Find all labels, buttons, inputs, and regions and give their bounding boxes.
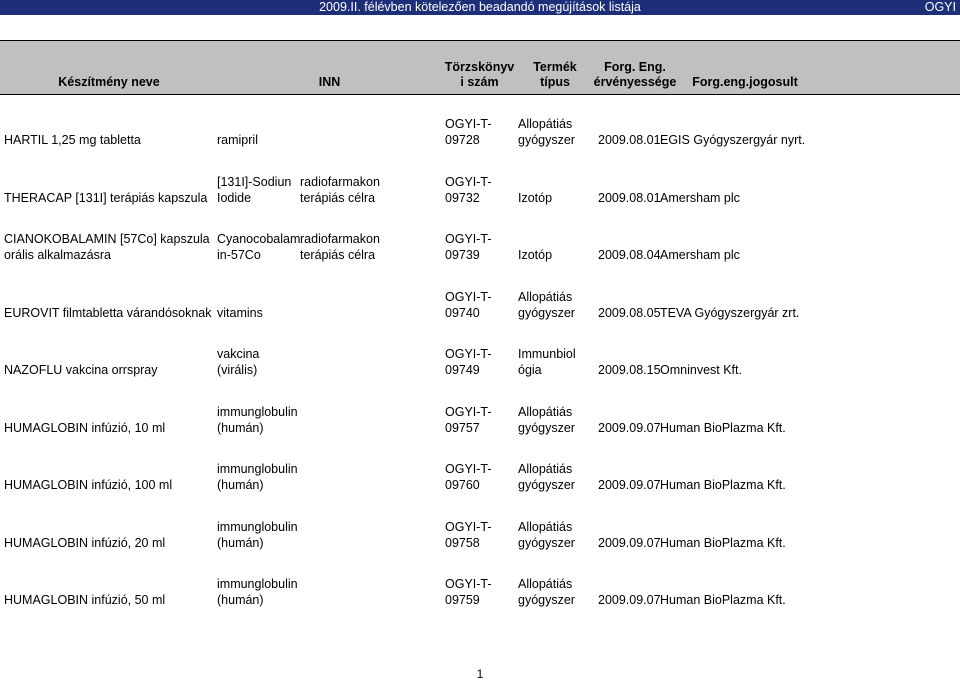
cell-line <box>300 420 438 436</box>
cell-line: 09732 <box>445 190 480 205</box>
cell-inn <box>217 346 297 378</box>
cell-name <box>4 346 214 378</box>
cell-line: gyógyszer <box>518 133 575 147</box>
cell-holder: Amersham plc <box>660 248 740 262</box>
cell-date: 2009.08.01 <box>598 133 661 147</box>
cell-line <box>300 519 438 535</box>
cell-line: HUMAGLOBIN infúzió, 20 ml <box>4 535 166 550</box>
cell-line: Iodide <box>217 190 252 205</box>
cell-line: Izotóp <box>518 248 553 262</box>
cell-type <box>518 174 593 206</box>
cell-line: 09749 <box>445 363 480 377</box>
cell-line <box>300 362 438 378</box>
title-bar <box>0 0 960 15</box>
cell-date: 2009.08.15 <box>598 363 661 377</box>
cell-line: Allopátiás <box>518 577 573 591</box>
table-row <box>0 383 960 440</box>
cell-inn <box>217 404 297 436</box>
cell-type <box>518 519 593 551</box>
cell-line: vakcina <box>217 347 260 361</box>
cell-line: OGYI-T- <box>445 347 492 361</box>
cell-line: gyógyszer <box>518 593 575 607</box>
cell-line: Allopátiás <box>518 289 573 304</box>
cell-line: HARTIL 1,25 mg tabletta <box>4 133 141 147</box>
cell-line: Allopátiás <box>518 404 573 419</box>
cell-line <box>4 174 214 190</box>
cell-line: [131I]-Sodiun <box>217 174 292 189</box>
cell-line: immunglobulin <box>217 404 298 419</box>
cell-reg <box>445 461 515 493</box>
cell-line: 09728 <box>445 133 480 147</box>
cell-reg <box>445 231 515 263</box>
cell-line <box>217 289 297 305</box>
table-row <box>0 440 960 497</box>
cell-line: OGYI-T- <box>445 462 492 476</box>
cell-line <box>300 592 438 608</box>
cell-line: (humán) <box>217 593 264 607</box>
cell-line: Cyanocobalam <box>217 232 301 246</box>
cell-holder: Amersham plc <box>660 190 740 205</box>
cell-line: terápiás célra <box>300 248 376 262</box>
header-inn: INN <box>318 75 341 89</box>
header-name: Készítmény neve <box>58 75 160 89</box>
cell-line: OGYI-T- <box>445 519 492 534</box>
cell-name <box>4 231 214 263</box>
cell-line <box>300 576 438 592</box>
cell-name <box>4 519 214 551</box>
cell-reg <box>445 519 515 551</box>
cell-inn <box>217 231 301 263</box>
cell-line <box>300 477 438 493</box>
cell-line: orális alkalmazásra <box>4 248 111 262</box>
cell-cls <box>300 116 438 148</box>
header-reg-2: i szám <box>460 75 499 89</box>
cell-line: 09760 <box>445 478 480 492</box>
cell-cls <box>300 576 438 608</box>
cell-holder: TEVA Gyógyszergyár zrt. <box>660 305 800 320</box>
cell-reg <box>445 576 515 608</box>
cell-line: gyógyszer <box>518 535 575 550</box>
cell-line <box>300 346 438 362</box>
cell-date: 2009.09.07 <box>598 478 661 492</box>
cell-cls <box>300 289 438 321</box>
cell-line: Immunbiol <box>518 347 576 361</box>
cell-line <box>4 289 214 305</box>
cell-inn <box>217 289 297 321</box>
cell-line <box>300 116 438 132</box>
cell-cls <box>300 519 438 551</box>
cell-line: 09757 <box>445 420 480 435</box>
header-reg-1: Törzskönyv <box>444 60 515 74</box>
cell-line: (virális) <box>217 363 258 377</box>
cell-line: 09739 <box>445 248 480 262</box>
cell-line: (humán) <box>217 535 264 550</box>
table-header <box>0 40 960 95</box>
cell-line: gyógyszer <box>518 478 575 492</box>
cell-name <box>4 116 214 148</box>
cell-name <box>4 576 214 608</box>
table-row <box>0 498 960 555</box>
cell-holder: Human BioPlazma Kft. <box>660 420 786 435</box>
cell-type <box>518 404 593 436</box>
cell-line: HUMAGLOBIN infúzió, 100 ml <box>4 478 173 492</box>
cell-line <box>217 116 297 132</box>
cell-line <box>300 404 438 420</box>
cell-type <box>518 231 593 263</box>
cell-line: HUMAGLOBIN infúzió, 50 ml <box>4 593 166 607</box>
cell-line <box>300 289 438 305</box>
header-type-2: típus <box>540 75 570 89</box>
cell-line: immunglobulin <box>217 462 298 476</box>
cell-name <box>4 461 214 493</box>
cell-line: OGYI-T- <box>445 117 492 131</box>
cell-line: 09759 <box>445 593 480 607</box>
cell-line: gyógyszer <box>518 420 575 435</box>
cell-line: vitamins <box>217 305 263 320</box>
cell-line: Allopátiás <box>518 117 573 131</box>
cell-holder: Human BioPlazma Kft. <box>660 535 786 550</box>
cell-line: radiofarmakon <box>300 232 380 246</box>
cell-cls <box>300 461 438 493</box>
cell-line: radiofarmakon <box>300 174 380 189</box>
header-date-2: érvényessége <box>593 75 677 89</box>
cell-name <box>4 289 214 321</box>
cell-line: EUROVIT filmtabletta várandósoknak <box>4 305 212 320</box>
cell-line: OGYI-T- <box>445 577 492 591</box>
cell-line: OGYI-T- <box>445 232 492 246</box>
cell-line <box>518 174 593 190</box>
cell-type <box>518 346 593 378</box>
cell-line: THERACAP [131I] terápiás kapszula <box>4 190 208 205</box>
cell-line: immunglobulin <box>217 519 298 534</box>
cell-line: Allopátiás <box>518 462 573 476</box>
cell-line: OGYI-T- <box>445 404 492 419</box>
cell-line: CIANOKOBALAMIN [57Co] kapszula <box>4 232 210 246</box>
cell-line <box>4 576 214 592</box>
cell-line: ramipril <box>217 133 258 147</box>
cell-date: 2009.08.04 <box>598 248 661 262</box>
header-type-1: Termék <box>533 60 577 74</box>
cell-reg <box>445 289 515 321</box>
cell-line: OGYI-T- <box>445 174 492 189</box>
cell-cls <box>300 404 438 436</box>
cell-holder: Omninvest Kft. <box>660 363 742 377</box>
cell-type <box>518 576 593 608</box>
table-row <box>0 268 960 325</box>
cell-name <box>4 174 214 206</box>
cell-line: ógia <box>518 363 542 377</box>
cell-inn <box>217 519 297 551</box>
cell-reg <box>445 174 515 206</box>
cell-line <box>300 535 438 551</box>
table-row <box>0 153 960 210</box>
cell-line <box>300 132 438 148</box>
cell-line: terápiás célra <box>300 190 376 205</box>
cell-line: Izotóp <box>518 190 553 205</box>
cell-line: (humán) <box>217 420 264 435</box>
cell-date: 2009.09.07 <box>598 593 661 607</box>
cell-line: immunglobulin <box>217 577 298 591</box>
table-row <box>0 210 960 267</box>
table-row <box>0 95 960 152</box>
cell-line <box>4 116 214 132</box>
header-holder: Forg.eng.jogosult <box>692 75 798 89</box>
cell-line <box>4 346 214 362</box>
cell-date: 2009.08.05 <box>598 305 661 320</box>
cell-inn <box>217 174 297 206</box>
cell-line: OGYI-T- <box>445 289 492 304</box>
table-row <box>0 325 960 382</box>
cell-cls <box>300 174 438 206</box>
cell-holder: EGIS Gyógyszergyár nyrt. <box>660 133 806 147</box>
cell-reg <box>445 346 515 378</box>
page-number: 1 <box>476 667 484 681</box>
cell-line: Allopátiás <box>518 519 573 534</box>
cell-line: NAZOFLU vakcina orrspray <box>4 363 158 377</box>
cell-line <box>4 519 214 535</box>
cell-date: 2009.08.01 <box>598 190 661 205</box>
cell-name <box>4 404 214 436</box>
cell-line: (humán) <box>217 478 264 492</box>
cell-date: 2009.09.07 <box>598 535 661 550</box>
cell-cls <box>300 346 438 378</box>
cell-line <box>300 461 438 477</box>
cell-line: 09740 <box>445 305 480 320</box>
cell-reg <box>445 116 515 148</box>
cell-holder: Human BioPlazma Kft. <box>660 478 786 492</box>
cell-line <box>4 461 214 477</box>
cell-type <box>518 116 593 148</box>
cell-reg <box>445 404 515 436</box>
cell-holder: Human BioPlazma Kft. <box>660 593 786 607</box>
cell-line: 09758 <box>445 535 480 550</box>
cell-inn <box>217 116 297 148</box>
cell-inn <box>217 576 297 608</box>
cell-inn <box>217 461 297 493</box>
cell-line <box>300 305 438 321</box>
cell-line <box>518 231 593 247</box>
medication-table <box>0 40 960 660</box>
header-date-1: Forg. Eng. <box>604 60 666 74</box>
cell-line: in-57Co <box>217 248 261 262</box>
cell-line <box>4 404 214 420</box>
cell-cls <box>300 231 438 263</box>
org-label: OGYI <box>924 0 956 14</box>
cell-type <box>518 289 593 321</box>
cell-type <box>518 461 593 493</box>
cell-line: HUMAGLOBIN infúzió, 10 ml <box>4 420 166 435</box>
cell-line: gyógyszer <box>518 305 575 320</box>
document-title: 2009.II. félévben kötelezően beadandó megújítások listája <box>319 0 641 14</box>
table-row <box>0 555 960 612</box>
cell-date: 2009.09.07 <box>598 420 661 435</box>
